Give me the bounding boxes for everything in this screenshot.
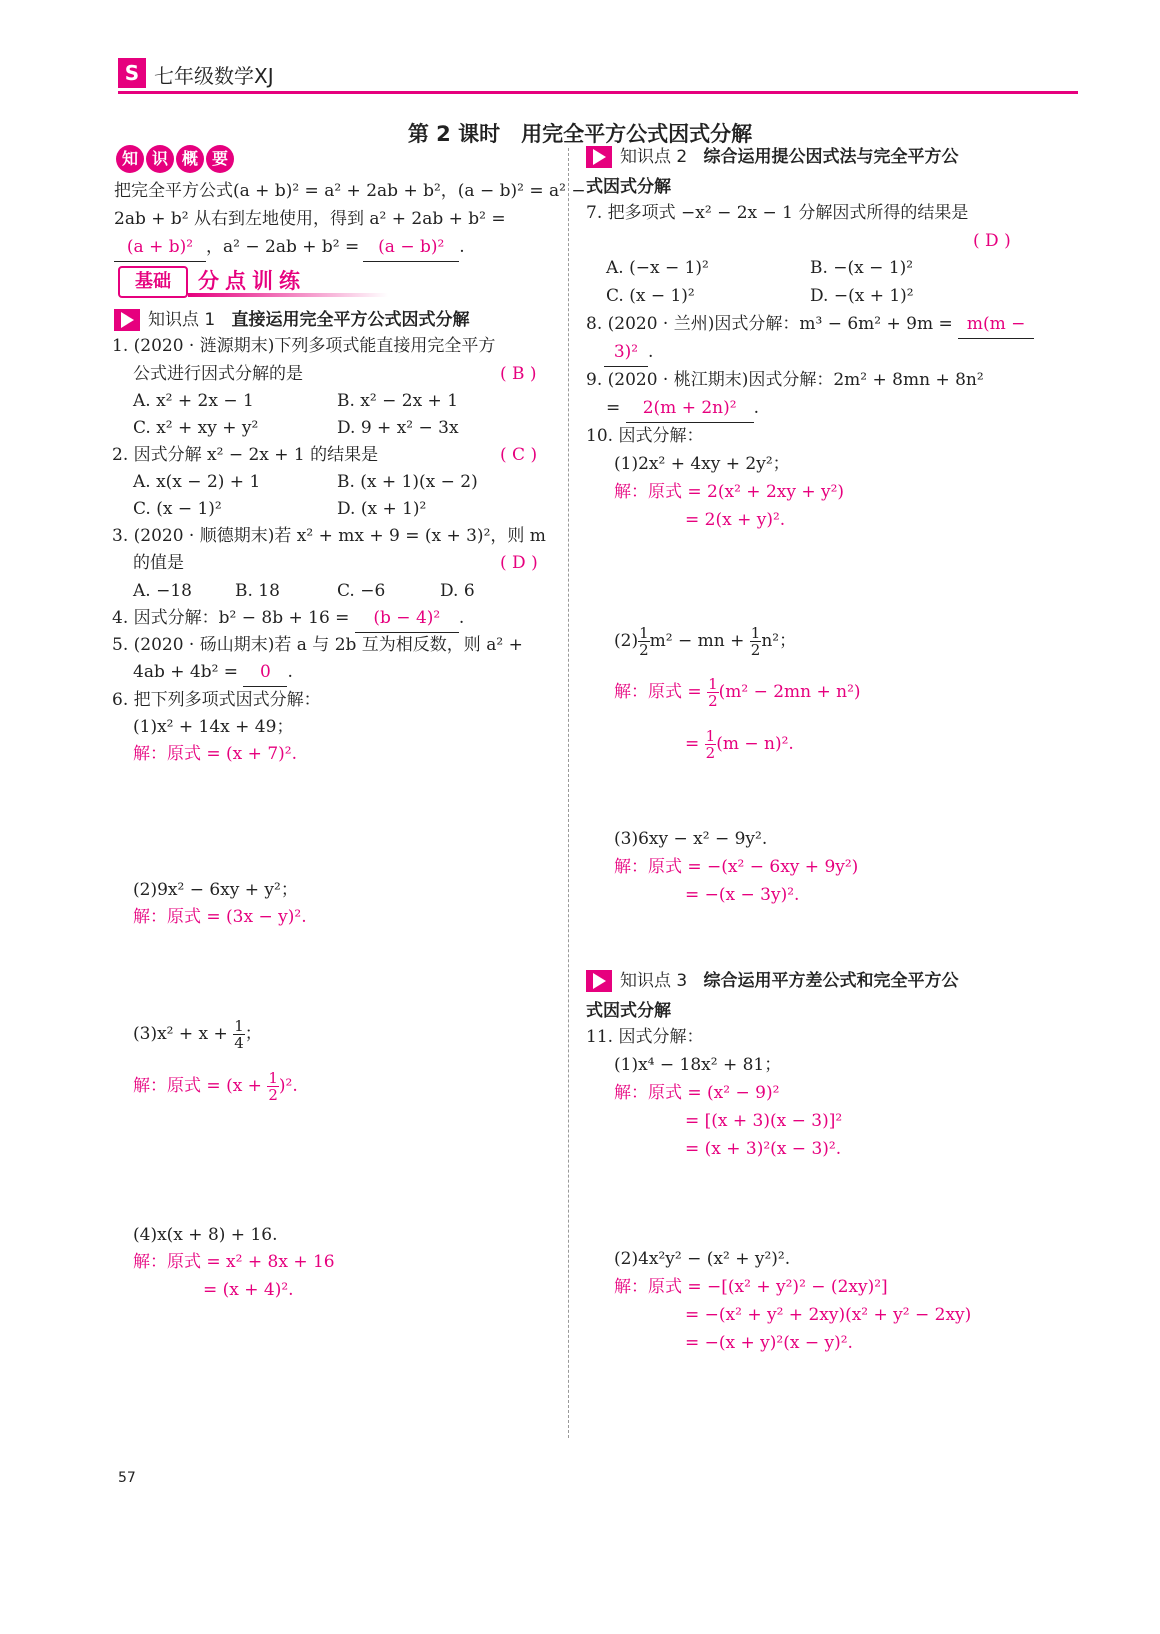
q3-line2: 的值是 [133, 553, 184, 573]
q1-line2: 公式进行因式分解的是 [133, 364, 303, 384]
q6-part1: (1)x² + 14x + 49； [133, 717, 294, 737]
header-rule [118, 91, 1078, 94]
q7-option-a: A. (−x − 1)² [606, 258, 709, 278]
fraction [705, 728, 717, 761]
q2-option-b: B. (x + 1)(x − 2) [337, 472, 478, 492]
q10-line1: 10. 因式分解： [586, 426, 704, 446]
denominator: 2 [705, 744, 716, 762]
q10-solution2b-eq: = [685, 734, 700, 754]
q10-solution1b: = 2(x + y)². [685, 510, 786, 530]
q7-option-b: B. −(x − 1)² [810, 258, 914, 278]
denominator: 2 [268, 1086, 278, 1104]
kp3-title-cont: 式因式分解 [586, 1001, 671, 1021]
q7-option-d: D. −(x + 1)² [810, 286, 914, 306]
kp1-label: 知识点 1 [148, 310, 216, 330]
badge-char: 要 [206, 145, 234, 173]
q7-line1: 7. 把多项式 −x² − 2x − 1 分解因式所得的结果是 [586, 203, 969, 223]
q1-option-c: C. x² + xy + y² [133, 418, 259, 438]
kp2-title: 综合运用提公因式法与完全平方公 [703, 147, 959, 167]
q8-text: 8. (2020 · 兰州)因式分解：m³ − 6m² + 9m = [586, 314, 953, 334]
triangle-icon [586, 146, 612, 168]
q5-end: . [287, 662, 293, 682]
basic-tag: 基础 [118, 266, 188, 298]
q10-solution1a: 解：原式 = 2(x² + 2xy + y²) [614, 482, 845, 502]
q3-option-b: B. 18 [235, 581, 280, 601]
q6-solution4a: 解：原式 = x² + 8x + 16 [133, 1252, 335, 1272]
q4-end: . [458, 608, 465, 628]
q11-part1: (1)x⁴ − 18x² + 81； [614, 1055, 782, 1075]
publisher-logo: S [118, 58, 146, 88]
fraction [750, 625, 762, 658]
q1-line1: 1. (2020 · 涟源期末)下列多项式能直接用完全平方 [112, 336, 496, 356]
q6-part3-text: (3)x² + x + [133, 1024, 228, 1044]
q11-part2: (2)4x²y² − (x² + y²)². [614, 1249, 791, 1269]
q9-line2 [606, 394, 759, 423]
q7-option-c: C. (x − 1)² [606, 286, 695, 306]
q6-part2: (2)9x² − 6xy + y²； [133, 880, 298, 900]
q5-line1: 5. (2020 · 砀山期末)若 a 与 2b 互为相反数，则 a² + [112, 635, 523, 655]
q6-solution3-close: )². [278, 1076, 298, 1096]
q10-part2 [614, 625, 796, 658]
summary-line1: 把完全平方公式(a + b)² = a² + 2ab + b²，(a − b)² = a² − [114, 181, 586, 201]
knowledge-point-1 [114, 305, 469, 331]
q9-end: . [753, 398, 760, 418]
q1-option-b: B. x² − 2x + 1 [337, 391, 459, 411]
q10-part1: (1)2x² + 4xy + 2y²； [614, 454, 790, 474]
q3-option-a: A. −18 [133, 581, 192, 601]
q10-solution2b-rest: (m − n)². [716, 734, 794, 754]
q10-solution2b [685, 728, 794, 761]
q10-part2-end: n²； [761, 631, 797, 651]
q1-answer: ( B ) [500, 364, 537, 384]
q10-solution2a-rest: (m² − 2mn + n²) [718, 682, 861, 702]
q5-answer: 0 [243, 658, 287, 687]
q2-option-d: D. (x + 1)² [337, 499, 427, 519]
knowledge-point-2 [586, 142, 958, 168]
q10-solution2a [614, 676, 861, 709]
q1-option-a: A. x² + 2x − 1 [133, 391, 254, 411]
q3-option-d: D. 6 [440, 581, 475, 601]
q4-answer: (b − 4)² [355, 604, 459, 633]
summary-line2: 2ab + b² 从右到左地使用，得到 a² + 2ab + b² = [114, 209, 506, 229]
badge-char: 知 [116, 145, 144, 173]
q11-solution1b: = [(x + 3)(x − 3)]² [685, 1111, 843, 1131]
q9-answer: 2(m + 2n)² [626, 394, 754, 423]
q6-solution3-text: 解：原式 = [133, 1076, 221, 1096]
q8-answer-2: 3)² [604, 338, 648, 367]
kp3-title: 综合运用平方差公式和完全平方公 [703, 971, 959, 991]
q9-text: = [606, 398, 621, 418]
q10-solution3b: = −(x − 3y)². [685, 885, 800, 905]
q11-solution1c: = (x + 3)²(x − 3)². [685, 1139, 842, 1159]
q6-solution3-open: (x + [226, 1076, 262, 1096]
summary-mid: ，a² − 2ab + b² = [206, 237, 360, 257]
page-number: 57 [118, 1470, 136, 1486]
q2-answer: ( C ) [500, 445, 538, 465]
q9-line1: 9. (2020 · 桃江期末)因式分解：2m² + 8mn + 8n² [586, 370, 984, 390]
q10-solution3a: 解：原式 = −(x² − 6xy + 9y²) [614, 857, 859, 877]
numerator: 1 [705, 727, 716, 745]
kp3-label: 知识点 3 [620, 971, 688, 991]
summary-answer-2: (a − b)² [363, 233, 459, 262]
fraction [638, 625, 650, 658]
q6-line1: 6. 把下列多项式因式分解： [112, 690, 321, 710]
q10-part2-label: (2) [614, 631, 639, 651]
summary-end: . [459, 237, 465, 257]
lesson-title: 第 2 课时 用完全平方公式因式分解 [407, 122, 753, 146]
triangle-icon [114, 309, 140, 331]
basic-label: 分点训练 [198, 269, 306, 293]
numerator: 1 [639, 624, 649, 642]
q7-answer: ( D ) [973, 231, 1011, 251]
badge-char: 识 [146, 145, 174, 173]
q5-line2 [133, 658, 293, 687]
q6-part4: (4)x(x + 8) + 16. [133, 1225, 278, 1245]
q6-part3 [133, 1018, 262, 1051]
summary-line3 [114, 233, 465, 262]
q10-part3: (3)6xy − x² − 9y². [614, 829, 768, 849]
knowledge-point-3 [586, 966, 958, 992]
q4-text: 4. 因式分解：b² − 8b + 16 = [112, 608, 350, 628]
q6-solution2: 解：原式 = (3x − y)². [133, 907, 307, 927]
q8-end: . [648, 342, 654, 362]
numerator: 1 [750, 624, 761, 642]
q11-line1: 11. 因式分解： [586, 1027, 704, 1047]
q3-line1: 3. (2020 · 顺德期末)若 x² + mx + 9 = (x + 3)²，则 m [112, 526, 546, 546]
q6-solution3 [133, 1070, 298, 1103]
fraction [707, 676, 719, 709]
q11-solution1a: 解：原式 = (x² − 9)² [614, 1083, 780, 1103]
q11-solution2b: = −(x² + y² + 2xy)(x² + y² − 2xy) [685, 1305, 972, 1325]
fraction [233, 1018, 245, 1051]
q10-part2-mid: m² − mn + [649, 631, 745, 651]
q6-solution4b: = (x + 4)². [203, 1280, 294, 1300]
q8-line1 [586, 310, 1034, 339]
denominator: 2 [750, 641, 761, 659]
q11-solution2a: 解：原式 = −[(x² + y²)² − (2xy)²] [614, 1277, 888, 1297]
kp1-title: 直接运用完全平方公式因式分解 [231, 310, 470, 330]
q6-solution1: 解：原式 = (x + 7)². [133, 744, 297, 764]
q6-part3-end: ； [244, 1024, 262, 1044]
denominator: 2 [639, 641, 649, 659]
q11-solution2c: = −(x + y)²(x − y)². [685, 1333, 853, 1353]
numerator: 1 [708, 675, 718, 693]
kp2-title-cont: 式因式分解 [586, 177, 671, 197]
q2-option-a: A. x(x − 2) + 1 [133, 472, 261, 492]
triangle-icon [586, 970, 612, 992]
q8-answer-1: m(m − [958, 310, 1034, 339]
q5-text: 4ab + 4b² = [133, 662, 239, 682]
q2-line1: 2. 因式分解 x² − 2x + 1 的结果是 [112, 445, 379, 465]
denominator: 2 [708, 692, 718, 710]
q8-line2 [604, 338, 653, 367]
book-title: 七年级数学XJ [154, 64, 274, 88]
numerator: 1 [234, 1017, 244, 1035]
denominator: 4 [234, 1034, 244, 1052]
q3-option-c: C. −6 [337, 581, 386, 601]
q2-option-c: C. (x − 1)² [133, 499, 222, 519]
kp2-label: 知识点 2 [620, 147, 688, 167]
q3-answer: ( D ) [500, 553, 538, 573]
column-divider [568, 148, 569, 1438]
basic-training-banner [118, 266, 378, 296]
badge-char: 概 [176, 145, 204, 173]
q10-solution2a-text: 解：原式 = [614, 682, 702, 702]
numerator: 1 [268, 1069, 278, 1087]
q4 [112, 604, 464, 633]
fraction [267, 1070, 279, 1103]
summary-answer-1: (a + b)² [114, 233, 206, 262]
q1-option-d: D. 9 + x² − 3x [337, 418, 459, 438]
summary-badge [116, 145, 236, 173]
